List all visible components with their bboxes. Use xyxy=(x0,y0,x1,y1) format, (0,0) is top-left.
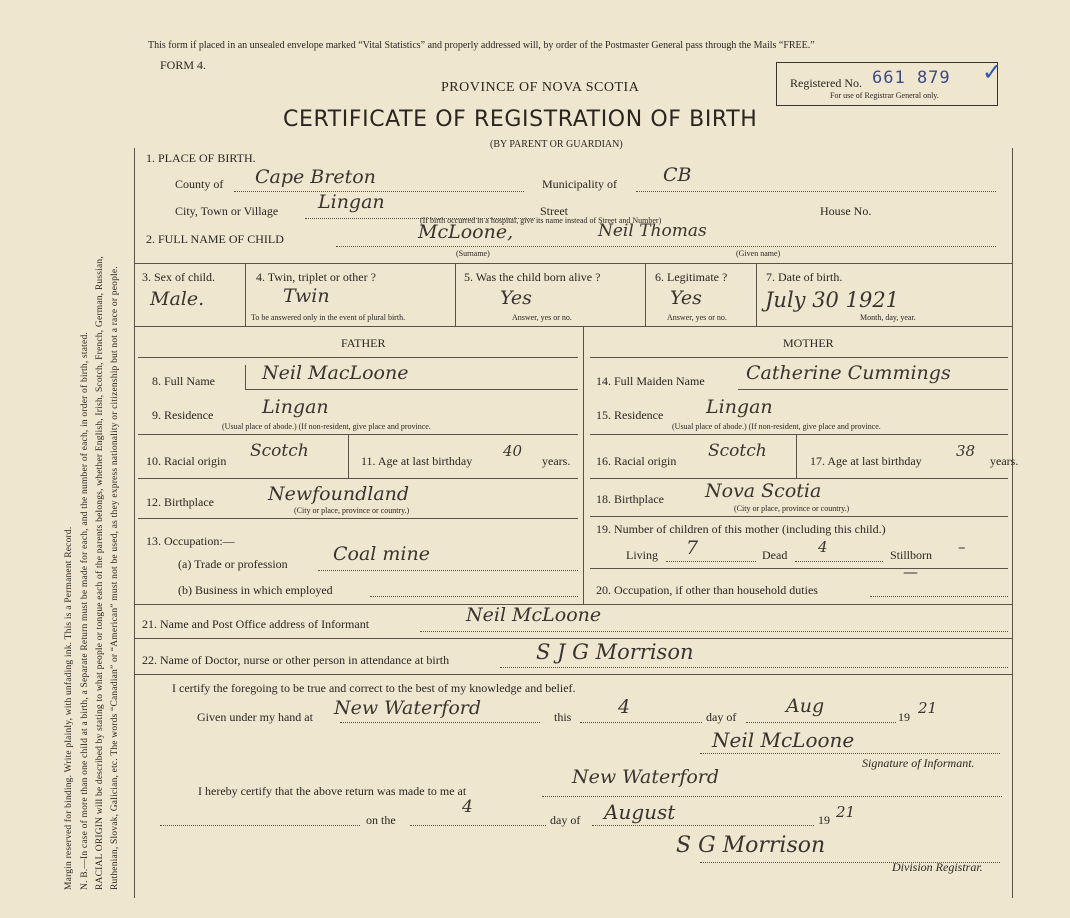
legitimate-note: Answer, yes or no. xyxy=(667,313,727,322)
father-heading: FATHER xyxy=(341,336,386,350)
informant-rule xyxy=(134,638,1012,639)
county-value: Cape Breton xyxy=(255,166,376,188)
municipality-value: CB xyxy=(663,164,692,186)
mother-name-value: Catherine Cummings xyxy=(746,362,951,384)
living-value: 7 xyxy=(686,537,699,559)
father-racial-value: Scotch xyxy=(250,441,309,461)
mother-rule-1 xyxy=(590,434,1008,435)
doctor-rule xyxy=(134,674,1012,675)
row-divider-4 xyxy=(756,263,757,326)
father-age-label: 11. Age at last birthday xyxy=(361,454,473,468)
row-divider-3 xyxy=(645,263,646,326)
margin-note-1: Margin reserved for binding. Write plainly, with unfading ink. This is a Permanent Record. xyxy=(64,526,74,890)
father-birthplace-value: Newfoundland xyxy=(268,483,410,505)
mother-birthplace-value: Nova Scotia xyxy=(705,480,822,502)
dob-label: 7. Date of birth. xyxy=(766,270,843,284)
father-racial-divider xyxy=(348,434,349,478)
doctor-line xyxy=(500,667,1008,668)
informant-value: Neil McLoone xyxy=(466,604,602,626)
mother-age-label: 17. Age at last birthday xyxy=(810,454,922,468)
mother-racial-label: 16. Racial origin xyxy=(596,454,677,468)
registrar-year-prefix: 19 xyxy=(818,813,830,827)
father-rule-3 xyxy=(138,518,578,519)
mother-age-unit: years. xyxy=(990,454,1019,468)
father-occupation-label: 13. Occupation:— xyxy=(146,534,235,548)
father-name-line xyxy=(245,389,578,390)
legitimate-label: 6. Legitimate ? xyxy=(655,270,728,284)
place-of-birth-heading: 1. PLACE OF BIRTH. xyxy=(146,151,256,165)
alive-label: 5. Was the child born alive ? xyxy=(464,270,601,284)
county-label: County of xyxy=(175,177,224,191)
informant-signature: Neil McLoone xyxy=(712,728,855,752)
father-racial-label: 10. Racial origin xyxy=(146,454,227,468)
row-bottom-rule xyxy=(134,326,1012,327)
form-right-rule xyxy=(1012,148,1013,898)
given-label: Given under my hand at xyxy=(197,710,313,724)
father-rule-0 xyxy=(138,357,578,358)
mother-rule-4 xyxy=(590,568,1008,569)
child-given-name: Neil Thomas xyxy=(598,221,707,241)
father-name-label: 8. Full Name xyxy=(152,374,215,388)
this-label: this xyxy=(554,710,572,724)
living-line xyxy=(666,561,756,562)
row-divider-2 xyxy=(455,263,456,326)
child-surname: McLoone, xyxy=(418,221,514,243)
municipality-label: Municipality of xyxy=(542,177,617,191)
on-the-label: on the xyxy=(366,813,396,827)
father-rule-1 xyxy=(138,434,578,435)
month-line xyxy=(746,722,896,723)
municipality-line xyxy=(636,191,996,192)
mother-children-label: 19. Number of children of this mother (including this child.) xyxy=(596,522,886,536)
dob-note: Month, day, year. xyxy=(860,313,916,322)
year-value: 21 xyxy=(918,699,938,717)
twin-label: 4. Twin, triplet or other ? xyxy=(256,270,376,284)
informant-label: 21. Name and Post Office address of Informant xyxy=(142,617,370,631)
alive-note: Answer, yes or no. xyxy=(512,313,572,322)
mother-rule-2 xyxy=(590,478,1008,479)
registrar-leading-line xyxy=(160,825,360,826)
mother-racial-divider xyxy=(796,434,797,478)
day-value: 4 xyxy=(618,696,631,718)
mother-birthplace-note: (City or place, province or country.) xyxy=(734,504,850,513)
doctor-value: S J G Morrison xyxy=(536,640,694,664)
registrar-month-line xyxy=(592,825,814,826)
father-birthplace-note: (City or place, province or country.) xyxy=(294,506,410,515)
registrar-return-text: I hereby certify that the above return was made to me at xyxy=(198,784,467,798)
father-residence-label: 9. Residence xyxy=(152,408,214,422)
surname-caption: (Surname) xyxy=(456,249,490,258)
dob-value: July 30 1921 xyxy=(765,288,900,312)
row-top-rule xyxy=(134,263,1012,264)
stillborn-label: Stillborn xyxy=(890,548,933,562)
sex-label: 3. Sex of child. xyxy=(142,270,215,284)
mother-rule-0 xyxy=(590,357,1008,358)
registrar-note: For use of Registrar General only. xyxy=(830,91,939,100)
mother-heading: MOTHER xyxy=(783,336,834,350)
mother-residence-label: 15. Residence xyxy=(596,408,664,422)
alive-value: Yes xyxy=(500,287,532,309)
father-trade-value: Coal mine xyxy=(333,543,430,565)
mother-residence-note: (Usual place of abode.) (If non-resident, give place and province. xyxy=(672,422,881,431)
registered-label: Registered No. xyxy=(790,76,862,90)
margin-note-3: RACIAL ORIGIN will be described by stating to what people or tongue each of the parents belongs, whether English, Irish, Scotch, French, German, Russian, xyxy=(95,256,105,890)
registrar-month-value: August xyxy=(604,800,676,824)
page-title: CERTIFICATE OF REGISTRATION OF BIRTH xyxy=(283,107,758,132)
subtitle: (BY PARENT OR GUARDIAN) xyxy=(490,139,623,150)
mother-occupation-line xyxy=(870,596,1008,597)
father-residence-note: (Usual place of abode.) (If non-resident, give place and province. xyxy=(222,422,431,431)
parents-divider xyxy=(583,326,584,604)
father-age-value: 40 xyxy=(503,442,523,460)
certify-text: I certify the foregoing to be true and correct to the best of my knowledge and belief. xyxy=(172,681,576,695)
checkmark-icon: ✓ xyxy=(982,58,1003,86)
day-of-label: day of xyxy=(706,710,737,724)
father-business-label: (b) Business in which employed xyxy=(178,583,333,597)
registrar-place: New Waterford xyxy=(572,766,720,788)
doctor-label: 22. Name of Doctor, nurse or other person in attendance at birth xyxy=(142,653,450,667)
legitimate-value: Yes xyxy=(670,287,702,309)
father-trade-line xyxy=(318,570,578,571)
informant-signature-line xyxy=(700,753,1000,754)
province-heading: PROVINCE OF NOVA SCOTIA xyxy=(441,80,640,95)
father-name-tick xyxy=(245,365,246,389)
city-value: Lingan xyxy=(318,191,385,213)
father-residence-value: Lingan xyxy=(262,396,329,418)
street-label: Street xyxy=(540,204,568,218)
mother-name-label: 14. Full Maiden Name xyxy=(596,374,705,388)
registrar-signature: S G Morrison xyxy=(676,833,826,858)
father-birthplace-label: 12. Birthplace xyxy=(146,495,214,509)
registered-number: 661 879 xyxy=(872,68,951,88)
registrar-place-line xyxy=(542,796,1002,797)
stillborn-value: – xyxy=(958,538,966,556)
father-rule-2 xyxy=(138,478,578,479)
dead-label: Dead xyxy=(762,548,788,562)
form-number: FORM 4. xyxy=(160,58,207,72)
day-line xyxy=(580,722,702,723)
father-name-value: Neil MacLoone xyxy=(262,362,409,384)
child-name-label: 2. FULL NAME OF CHILD xyxy=(146,232,284,246)
mother-occupation-label: 20. Occupation, if other than household duties xyxy=(596,583,818,597)
margin-notes xyxy=(60,30,130,890)
father-business-line xyxy=(370,596,578,597)
margin-note-2: N. B.—In case of more than one child at a birth, a Separate Return must be made for each, and the number of each, in order of birth, stated. xyxy=(80,332,90,890)
given-caption: (Given name) xyxy=(736,249,781,258)
twin-note: To be answered only in the event of plural birth. xyxy=(251,313,406,322)
dead-line xyxy=(795,561,883,562)
mother-age-value: 38 xyxy=(956,442,976,460)
mother-occupation-value: — xyxy=(903,563,918,581)
signature-caption: Signature of Informant. xyxy=(862,756,975,770)
row-divider-1 xyxy=(245,263,246,326)
house-label: House No. xyxy=(820,204,872,218)
city-label: City, Town or Village xyxy=(175,204,279,218)
given-place-line xyxy=(340,722,540,723)
margin-note-4: Ruthenian, Slovak, Galician, etc. The words “Canadian” or “American” must not be used, as they express nationality or citizenship but not a race or people. xyxy=(110,266,120,890)
mother-name-line xyxy=(738,389,1008,390)
twin-value: Twin xyxy=(283,285,330,307)
mail-notice: This form if placed in an unsealed envelope marked “Vital Statistics” and properly addressed will, by order of the Postmaster General pass through the Mails “FREE.” xyxy=(148,40,815,51)
child-name-line xyxy=(336,246,996,247)
registrar-year-value: 21 xyxy=(836,803,856,821)
registrar-caption: Division Registrar. xyxy=(892,860,983,874)
mother-rule-3 xyxy=(590,516,1008,517)
hospital-note: (If birth occurred in a hospital, give its name instead of Street and Number) xyxy=(420,216,662,225)
mother-birthplace-label: 18. Birthplace xyxy=(596,492,664,506)
dead-value: 4 xyxy=(818,538,828,556)
mother-racial-value: Scotch xyxy=(708,441,767,461)
father-trade-label: (a) Trade or profession xyxy=(178,557,288,571)
year-prefix: 19 xyxy=(898,710,910,724)
sex-value: Male. xyxy=(150,288,205,310)
mother-residence-value: Lingan xyxy=(706,396,773,418)
given-place: New Waterford xyxy=(334,697,482,719)
month-value: Aug xyxy=(786,695,825,717)
registrar-day-of-label: day of xyxy=(550,813,581,827)
registrar-day-line xyxy=(410,825,546,826)
living-label: Living xyxy=(626,548,658,562)
form-left-rule xyxy=(134,148,135,898)
father-age-unit: years. xyxy=(542,454,571,468)
informant-line xyxy=(420,631,1008,632)
registrar-day-value: 4 xyxy=(462,797,473,817)
